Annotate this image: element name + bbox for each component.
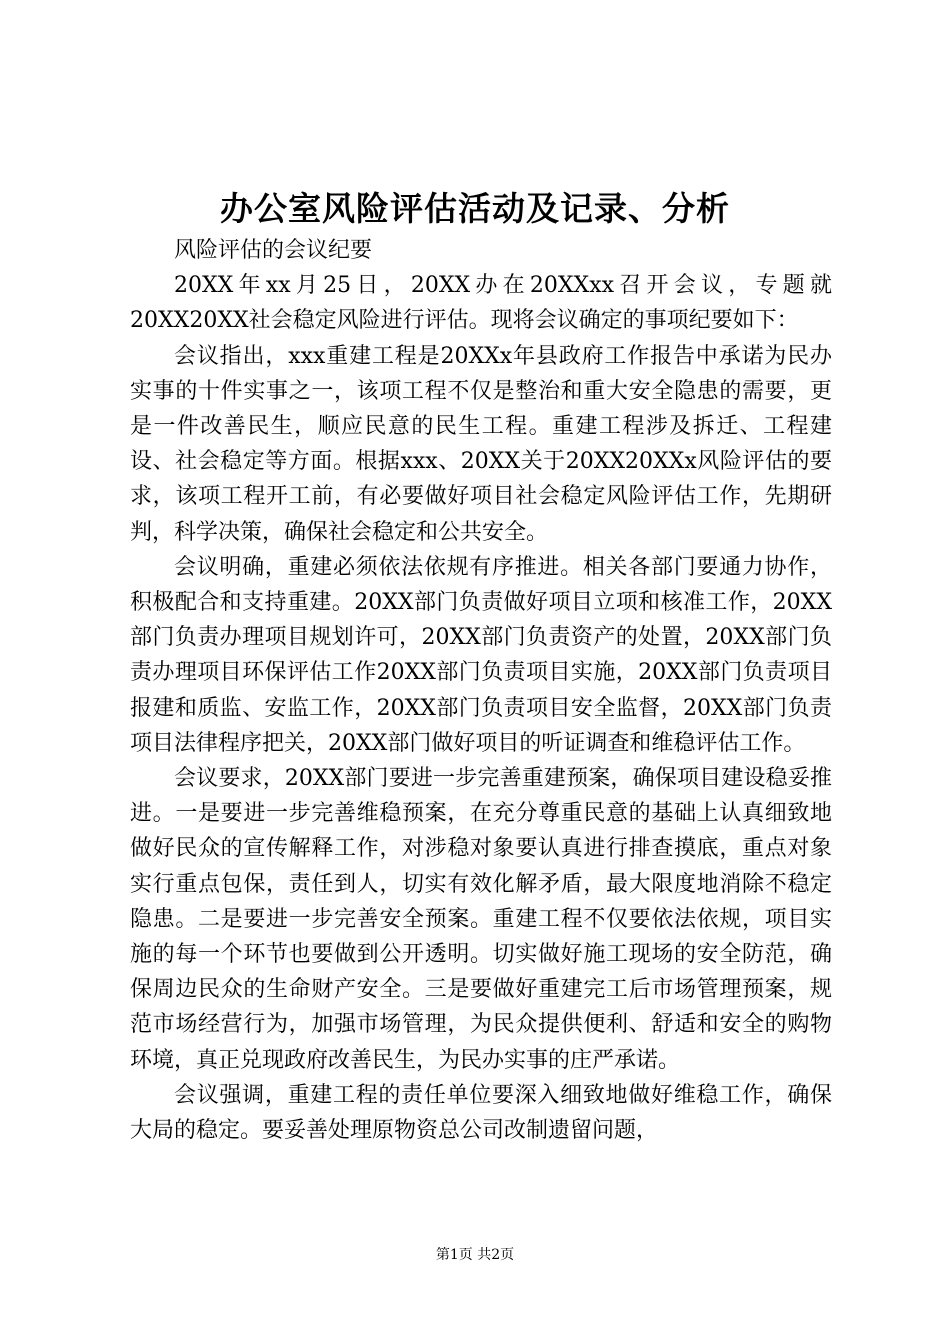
paragraph-requirements: 会议要求，20XX部门要进一步完善重建预案，确保项目建设稳妥推进。一是要进一步完善维稳预案，在充分尊重民意的基础上认真细致地做好民众的宣传解释工作，对涉稳对象要认真进行排查摸底，重点对象实行重点包保，责任到人，切实有效化解矛盾，最大限度地消除不稳定隐患。二是要进一步完善安全预案。重建工程不仅要依法依规，项目实施的每一个环节也要做到公开透明。切实做好施工现场的安全防范，确保周边民众的生命财产安全。三是要做好重建完工后市场管理预案，规范市场经营行为，加强市场管理，为民众提供便利、舒适和安全的购物环境，真正兑现政府改善民生，为民办实事的庄严承诺。 (130, 766, 832, 1073)
paragraph-emphasized: 会议强调，重建工程的责任单位要深入细致地做好维稳工作，确保大局的稳定。要妥善处理原物资总公司改制遗留问题， (130, 1082, 832, 1144)
page-number-footer: 第1页 共2页 (435, 1247, 515, 1263)
document-body (130, 233, 832, 1148)
paragraph-pointed-out: 会议指出，xxx重建工程是20XXx年县政府工作报告中承诺为民办实事的十件实事之一，该项工程不仅是整治和重大安全隐患的需要，更是一件改善民生，顺应民意的民生工程。重建工程涉及拆迁、工程建设、社会稳定等方面。根据xxx、20XX关于20XX20XXx风险评估的要求，该项工程开工前，有必要做好项目社会稳定风险评估工作，先期研判，科学决策，确保社会稳定和公共安全。 (130, 343, 832, 545)
document-title: 办公室风险评估活动及记录、分析 (220, 189, 730, 228)
paragraph-clarified: 会议明确，重建必须依法依规有序推进。相关各部门要通力协作，积极配合和支持重建。20XX部门负责做好项目立项和核准工作，20XX部门负责办理项目规划许可，20XX部门负责资产的处置，20XX部门负责办理项目环保评估工作20XX部门负责项目实施，20XX部门负责项目报建和质监、安监工作，20XX部门负责项目安全监督，20XX部门负责项目法律程序把关，20XX部门做好项目的听证调查和维稳评估工作。 (130, 554, 832, 756)
paragraph-intro: 20XX年xx月25日，20XX办在20XXxx召开会议，专题就20XX20XX社会稳定风险进行评估。现将会议确定的事项纪要如下： (130, 273, 832, 334)
paragraph-subtitle: 风险评估的会议纪要 (174, 238, 373, 263)
